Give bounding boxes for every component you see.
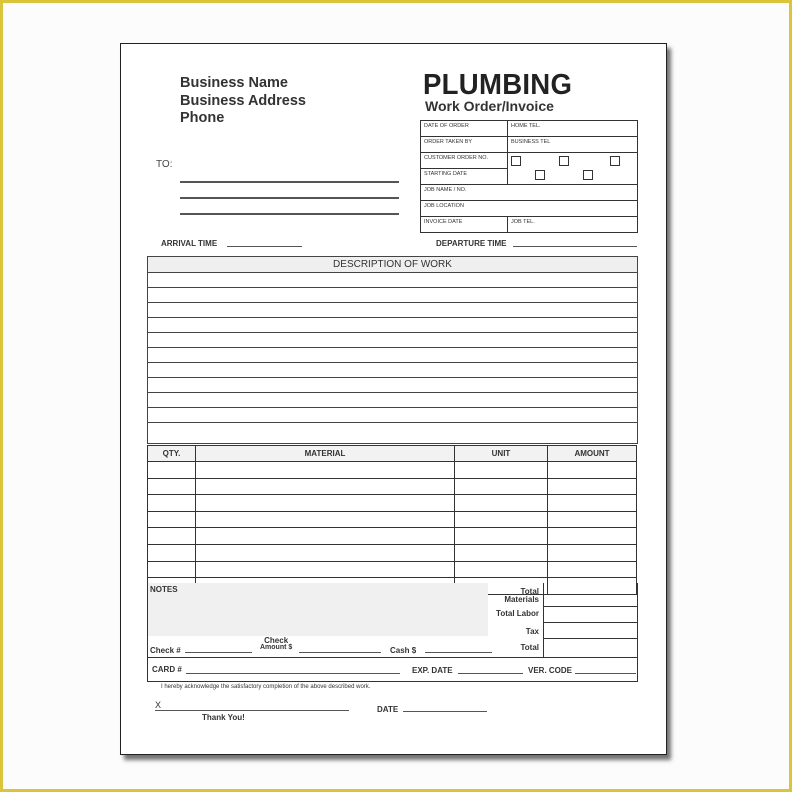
description-line[interactable]: [148, 333, 637, 348]
job-name-field[interactable]: JOB NAME / NO.: [421, 185, 638, 201]
order-info-table: [420, 120, 638, 233]
customer-order-no-field[interactable]: CUSTOMER ORDER NO.: [421, 153, 508, 169]
cash-input[interactable]: [425, 652, 492, 653]
unit-cell[interactable]: [455, 511, 548, 528]
unit-header: UNIT: [455, 446, 548, 462]
qty-cell[interactable]: [148, 561, 196, 578]
table-row: [148, 528, 637, 545]
material-cell[interactable]: [196, 544, 455, 561]
job-location-field[interactable]: JOB LOCATION: [421, 201, 638, 217]
signature-x: X: [155, 700, 162, 710]
table-row: [148, 544, 637, 561]
date-input[interactable]: [403, 711, 487, 712]
description-line[interactable]: [148, 288, 637, 303]
table-row: [148, 561, 637, 578]
notes-totals-section: [147, 583, 638, 682]
description-header: DESCRIPTION OF WORK: [148, 257, 637, 273]
check-no-label: Check #: [150, 646, 181, 655]
qty-cell[interactable]: [148, 478, 196, 495]
to-line-1[interactable]: [180, 181, 399, 183]
business-phone: Phone: [180, 110, 225, 126]
material-cell[interactable]: [196, 511, 455, 528]
order-taken-by-field[interactable]: ORDER TAKEN BY: [421, 137, 508, 153]
ver-code-label: VER. CODE: [528, 666, 573, 675]
page-frame: [3, 3, 789, 789]
job-tel-field[interactable]: JOB TEL.: [508, 217, 638, 233]
form-title: PLUMBING: [423, 69, 573, 101]
totals-column: [543, 583, 638, 657]
description-line[interactable]: [148, 408, 637, 423]
unit-cell[interactable]: [455, 544, 548, 561]
description-of-work-box: [147, 256, 638, 444]
check-amount-input[interactable]: [299, 652, 381, 653]
date-label: DATE: [377, 705, 399, 714]
unit-cell[interactable]: [455, 561, 548, 578]
total-labor-field[interactable]: [544, 607, 638, 623]
amount-cell[interactable]: [548, 462, 637, 479]
amount-header: AMOUNT: [548, 446, 637, 462]
work-order-sheet: [120, 43, 667, 755]
business-name: Business Name: [180, 75, 288, 91]
total-label: Total: [520, 643, 539, 652]
check-amount-label: Check Amount $: [260, 636, 293, 651]
unit-cell[interactable]: [455, 478, 548, 495]
description-line[interactable]: [148, 363, 637, 378]
materials-table: [147, 445, 637, 595]
description-line[interactable]: [148, 378, 637, 393]
table-row: [148, 495, 637, 512]
unit-cell[interactable]: [455, 528, 548, 545]
home-tel-field[interactable]: HOME TEL.: [508, 121, 638, 137]
amount-cell[interactable]: [548, 495, 637, 512]
total-field[interactable]: [544, 639, 638, 657]
amount-cell[interactable]: [548, 511, 637, 528]
arrival-time-input[interactable]: [227, 246, 302, 247]
unit-cell[interactable]: [455, 495, 548, 512]
to-line-3[interactable]: [180, 213, 399, 215]
date-of-order-field[interactable]: DATE OF ORDER: [421, 121, 508, 137]
business-tel-field[interactable]: BUSINESS TEL: [508, 137, 638, 153]
description-line[interactable]: [148, 303, 637, 318]
table-row: [148, 478, 637, 495]
description-line[interactable]: [148, 348, 637, 363]
tax-field[interactable]: [544, 623, 638, 639]
table-row: [148, 462, 637, 479]
exp-date-label: EXP. DATE: [412, 666, 453, 675]
arrival-time-label: ARRIVAL TIME: [161, 239, 218, 248]
business-address: Business Address: [180, 92, 306, 109]
cash-label: Cash $: [390, 646, 417, 655]
total-materials-label: Total Materials: [504, 587, 539, 604]
checkbox-3[interactable]: [610, 156, 620, 166]
business-info: [180, 75, 306, 128]
qty-cell[interactable]: [148, 495, 196, 512]
notes-label: NOTES: [150, 585, 178, 594]
amount-cell[interactable]: [548, 478, 637, 495]
notes-area[interactable]: [148, 583, 488, 636]
tax-label: Tax: [525, 627, 539, 636]
form-subtitle: Work Order/Invoice: [425, 98, 554, 114]
material-cell[interactable]: [196, 478, 455, 495]
departure-time-input[interactable]: [513, 246, 637, 247]
to-line-2[interactable]: [180, 197, 399, 199]
card-no-label: CARD #: [152, 665, 182, 674]
card-no-input[interactable]: [186, 673, 400, 674]
material-cell[interactable]: [196, 561, 455, 578]
material-cell[interactable]: [196, 495, 455, 512]
checkbox-area: [508, 153, 638, 185]
checkbox-5[interactable]: [583, 170, 593, 180]
description-line[interactable]: [148, 273, 637, 288]
table-row: [148, 511, 637, 528]
qty-header: QTY.: [148, 446, 196, 462]
amount-cell[interactable]: [548, 561, 637, 578]
qty-cell[interactable]: [148, 528, 196, 545]
total-labor-label: Total Labor: [496, 609, 539, 618]
signature-line[interactable]: [155, 710, 349, 711]
description-line[interactable]: [148, 423, 637, 437]
card-row: [148, 657, 637, 682]
starting-date-field[interactable]: STARTING DATE: [421, 169, 508, 185]
ver-code-input[interactable]: [575, 673, 636, 674]
acknowledgement-text: I hereby acknowledge the satisfactory completion of the above described work.: [161, 684, 371, 690]
checkbox-4[interactable]: [535, 170, 545, 180]
departure-time-label: DEPARTURE TIME: [436, 239, 507, 248]
amount-cell[interactable]: [548, 528, 637, 545]
material-cell[interactable]: [196, 528, 455, 545]
qty-cell[interactable]: [148, 511, 196, 528]
to-label: TO:: [156, 159, 173, 170]
description-line[interactable]: [148, 318, 637, 333]
material-cell[interactable]: [196, 462, 455, 479]
checkbox-2[interactable]: [559, 156, 569, 166]
unit-cell[interactable]: [455, 462, 548, 479]
amount-cell[interactable]: [548, 544, 637, 561]
qty-cell[interactable]: [148, 544, 196, 561]
total-materials-field[interactable]: [544, 583, 638, 607]
invoice-date-field[interactable]: INVOICE DATE: [421, 217, 508, 233]
material-header: MATERIAL: [196, 446, 455, 462]
qty-cell[interactable]: [148, 462, 196, 479]
check-no-input[interactable]: [185, 652, 252, 653]
description-line[interactable]: [148, 393, 637, 408]
checkbox-1[interactable]: [511, 156, 521, 166]
exp-date-input[interactable]: [458, 673, 523, 674]
thank-you-text: Thank You!: [202, 713, 245, 722]
